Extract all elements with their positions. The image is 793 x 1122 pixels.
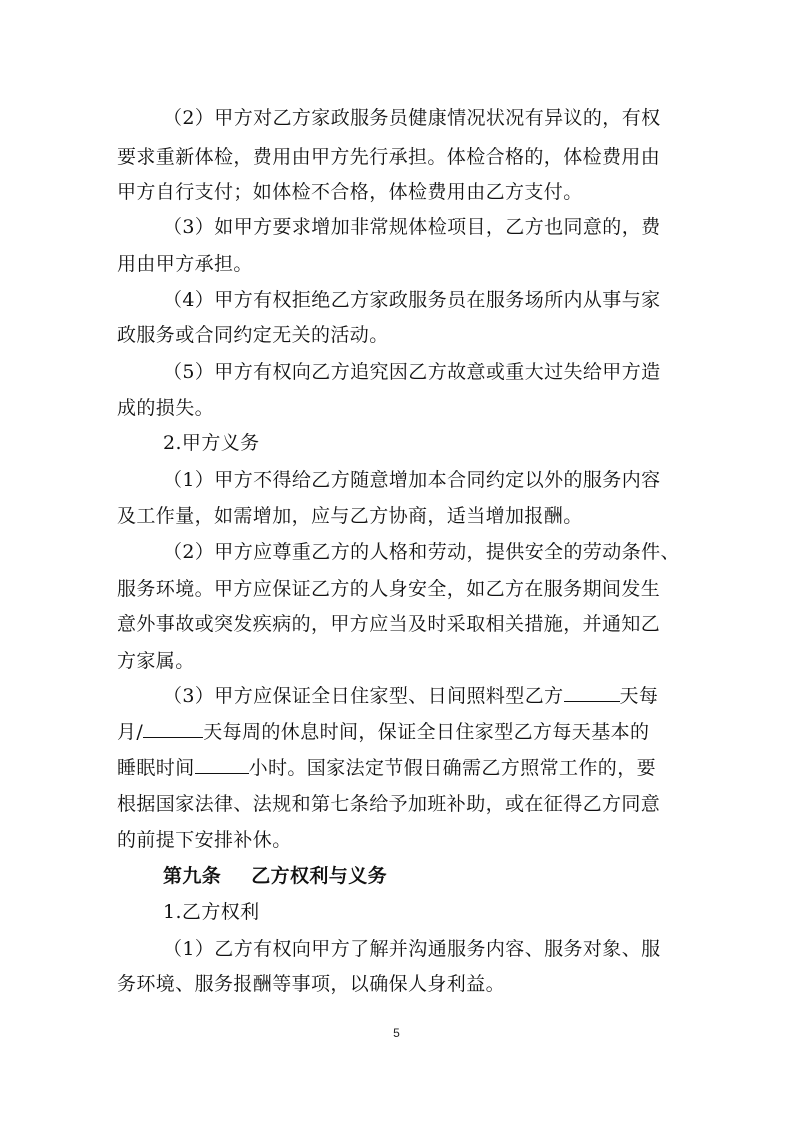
subsection-heading: 1.乙方权利 [163, 901, 260, 923]
p1-line3: 甲方自行支付；如体检不合格，体检费用由乙方支付。 [117, 181, 583, 203]
section-heading: 2.甲方义务 [163, 432, 260, 454]
p6-line4: 方家属。 [117, 650, 195, 672]
sleep-hours-blank[interactable] [195, 756, 249, 774]
p7-line2-text-a: 月/ [117, 721, 144, 743]
p5-line2: 及工作量，如需增加，应与乙方协商，适当增加报酬。 [117, 505, 583, 527]
p8-line1: （1）乙方有权向甲方了解并沟通服务内容、服务对象、服 [163, 938, 661, 960]
p4-line1: （5）甲方有权向乙方追究因乙方故意或重大过失给甲方造 [163, 361, 661, 383]
p7-line3-text-a: 睡眠时间 [117, 757, 195, 779]
p3-line2: 政服务或合同约定无关的活动。 [117, 324, 389, 346]
p2-line2: 用由甲方承担。 [117, 253, 253, 275]
p7-line5: 的前提下安排补休。 [117, 829, 292, 851]
p1-line2: 要求重新体检，费用由甲方先行承担。体检合格的，体检费用由 [117, 146, 661, 168]
p6-line3: 意外事故或突发疾病的，甲方应当及时采取相关措施，并通知乙 [117, 613, 661, 635]
p5-line1: （1）甲方不得给乙方随意增加本合同约定以外的服务内容 [163, 469, 661, 491]
rest-days-per-month-blank[interactable] [564, 684, 620, 702]
p8-line2: 务环境、服务报酬等事项，以确保人身利益。 [117, 973, 506, 995]
p7-line2 [117, 720, 649, 744]
p7-line3-text-b: 小时。国家法定节假日确需乙方照常工作的，要 [248, 757, 657, 779]
p6-line2: 服务环境。甲方应保证乙方的人身安全，如乙方在服务期间发生 [117, 578, 661, 600]
article-number: 第九条 [163, 865, 222, 887]
page-number: 5 [393, 1026, 400, 1040]
p1-line1: （2）甲方对乙方家政服务员健康情况状况有异议的，有权 [163, 107, 661, 129]
p2-line1: （3）如甲方要求增加非常规体检项目，乙方也同意的，费 [163, 216, 661, 238]
p7-line4: 根据国家法律、法规和第七条给予加班补助，或在征得乙方同意 [117, 793, 661, 815]
article-heading [163, 864, 387, 888]
article-title: 乙方权利与义务 [251, 865, 388, 887]
rest-days-per-week-blank[interactable] [143, 720, 203, 738]
p6-line1: （2）甲方应尊重乙方的人格和劳动，提供安全的劳动条件、 [163, 541, 680, 563]
p3-line1: （4）甲方有权拒绝乙方家政服务员在服务场所内从事与家 [163, 289, 661, 311]
p7-line1-text-a: （3）甲方应保证全日住家型、日间照料型乙方 [163, 685, 564, 707]
p7-line3 [117, 756, 656, 780]
p7-line1-text-b: 天每 [619, 685, 659, 707]
p7-line2-text-b: 天每周的休息时间，保证全日住家型乙方每天基本的 [203, 721, 650, 743]
p7-line1 [163, 684, 658, 708]
p4-line2: 成的损失。 [117, 397, 215, 419]
